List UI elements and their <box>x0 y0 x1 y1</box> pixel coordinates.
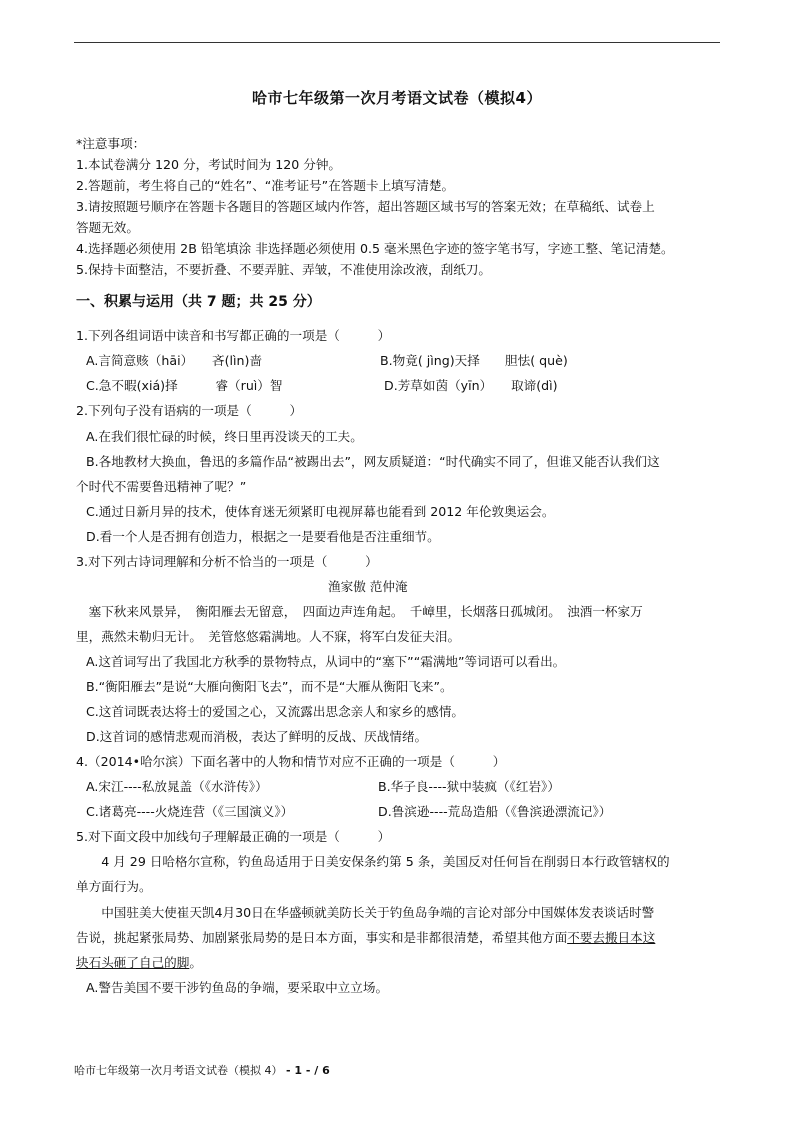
notice-item: 5.保持卡面整洁，不要折叠、不要弄脏、弄皱，不准使用涂改液，刮纸刀。 <box>76 262 492 277</box>
passage-line <box>76 930 655 945</box>
page-footer <box>74 1062 330 1078</box>
poem-line: 塞下秋来风景异， 衡阳雁去无留意， 四面边声连角起。 千嶂里，长烟落日孤城闭。 浊酒一杯家万 <box>76 604 643 619</box>
option-d: D.看一个人是否拥有创造力，根据之一是要看他是否注重细节。 <box>86 529 440 544</box>
notice-item: 2.答题前，考生将自己的“姓名”、“准考证号”在答题卡上填写清楚。 <box>76 178 455 193</box>
notice-item: 答题无效。 <box>76 220 139 235</box>
question-stem: 4.（2014•哈尔滨）下面名著中的人物和情节对应不正确的一项是（ ） <box>76 754 506 769</box>
passage-line: 4 月 29 日哈格尔宣称，钓鱼岛适用于日美安保条约第 5 条，美国反对任何旨在削弱日本行政管辖权的 <box>76 854 670 869</box>
notice-heading: *注意事项： <box>76 136 146 151</box>
option-c: C.通过日新月异的技术，使体育迷无须紧盯电视屏幕也能看到 2012 年伦敦奥运会。 <box>86 504 555 519</box>
notice-item: 1.本试卷满分 120 分，考试时间为 120 分钟。 <box>76 157 342 172</box>
page-title: 哈市七年级第一次月考语文试卷（模拟4） <box>252 89 542 107</box>
question-stem: 2.下列句子没有语病的一项是（ ） <box>76 403 303 418</box>
passage-text: 。 <box>189 955 202 970</box>
passage-line: 中国驻美大使崔天凯4月30日在华盛顿就美防长关于钓鱼岛争端的言论对部分中国媒体发表谈话时警 <box>76 905 655 920</box>
option-d: D.这首词的感情悲观而消极，表达了鲜明的反战、厌战情绪。 <box>86 729 428 744</box>
question-stem: 1.下列各组词语中读音和书写都正确的一项是（ ） <box>76 328 391 343</box>
question-stem: 5.对下面文段中加线句子理解最正确的一项是（ ） <box>76 829 391 844</box>
underlined-sentence: 块石头砸了自己的脚 <box>76 955 190 970</box>
option-a: A.这首词写出了我国北方秋季的景物特点，从词中的“塞下”“霜满地”等词语可以看出。 <box>86 654 566 669</box>
notice-item: 4.选择题必须使用 2B 铅笔填涂 非选择题必须使用 0.5 毫米黑色字迹的签字笔书写，字迹工整、笔记清楚。 <box>76 241 674 256</box>
option-c: C.急不暇(xiá)择 睿（ruì）智 <box>86 378 283 393</box>
option-c: C.这首词既表达将士的爱国之心，又流露出思念亲人和家乡的感情。 <box>86 704 465 719</box>
page-number: - 1 - / 6 <box>286 1064 330 1077</box>
passage-line <box>76 955 202 970</box>
section-heading: 一、积累与运用（共 7 题；共 25 分） <box>76 294 321 310</box>
option-a: A.在我们很忙碌的时候，终日里再没谈天的工夫。 <box>86 429 363 444</box>
header-rule <box>74 42 720 43</box>
option-d: D.芳草如茵（yīn） 取谛(dì) <box>384 378 558 393</box>
option-b: B.物竟( jìng)天择 胆怯( què) <box>380 353 568 368</box>
option-b: B.各地教材大换血，鲁迅的多篇作品“被踢出去”，网友质疑道：“时代确实不同了，但谁又能否认我们这 <box>86 454 660 469</box>
option-b-cont: 个时代不需要鲁迅精神了呢？” <box>76 479 247 494</box>
footer-title: 哈市七年级第一次月考语文试卷（模拟 4） <box>74 1064 283 1077</box>
option-a: A.警告美国不要干涉钓鱼岛的争端，要采取中立立场。 <box>86 980 389 995</box>
poem-title: 渔家傲 范仲淹 <box>328 579 408 594</box>
option-b: B.“衡阳雁去”是说“大雁向衡阳飞去”，而不是“大雁从衡阳飞来”。 <box>86 679 453 694</box>
question-stem: 3.对下列古诗词理解和分析不恰当的一项是（ ） <box>76 554 378 569</box>
option-a: A.言简意赅（hāi） 吝(lìn)啬 <box>86 353 263 368</box>
option-b: B.华子良----狱中装疯（《红岩》） <box>378 779 560 794</box>
passage-line: 单方面行为。 <box>76 879 152 894</box>
passage-text: 告说，挑起紧张局势、加剧紧张局势的是日本方面，事实和是非都很清楚，希望其他方面 <box>76 930 568 945</box>
notice-item: 3.请按照题号顺序在答题卡各题目的答题区域内作答，超出答题区域书写的答案无效；在草稿纸、试卷上 <box>76 199 655 214</box>
underlined-sentence: 不要去搬日本这 <box>567 930 656 945</box>
option-c: C.诸葛亮----火烧连营（《三国演义》） <box>86 804 294 819</box>
option-d: D.鲁滨逊----荒岛造船（《鲁滨逊漂流记》） <box>378 804 612 819</box>
option-a: A.宋江----私放晁盖（《水浒传》） <box>86 779 268 794</box>
poem-line: 里，燕然未勒归无计。 羌管悠悠霜满地。人不寐，将军白发征夫泪。 <box>76 629 461 644</box>
